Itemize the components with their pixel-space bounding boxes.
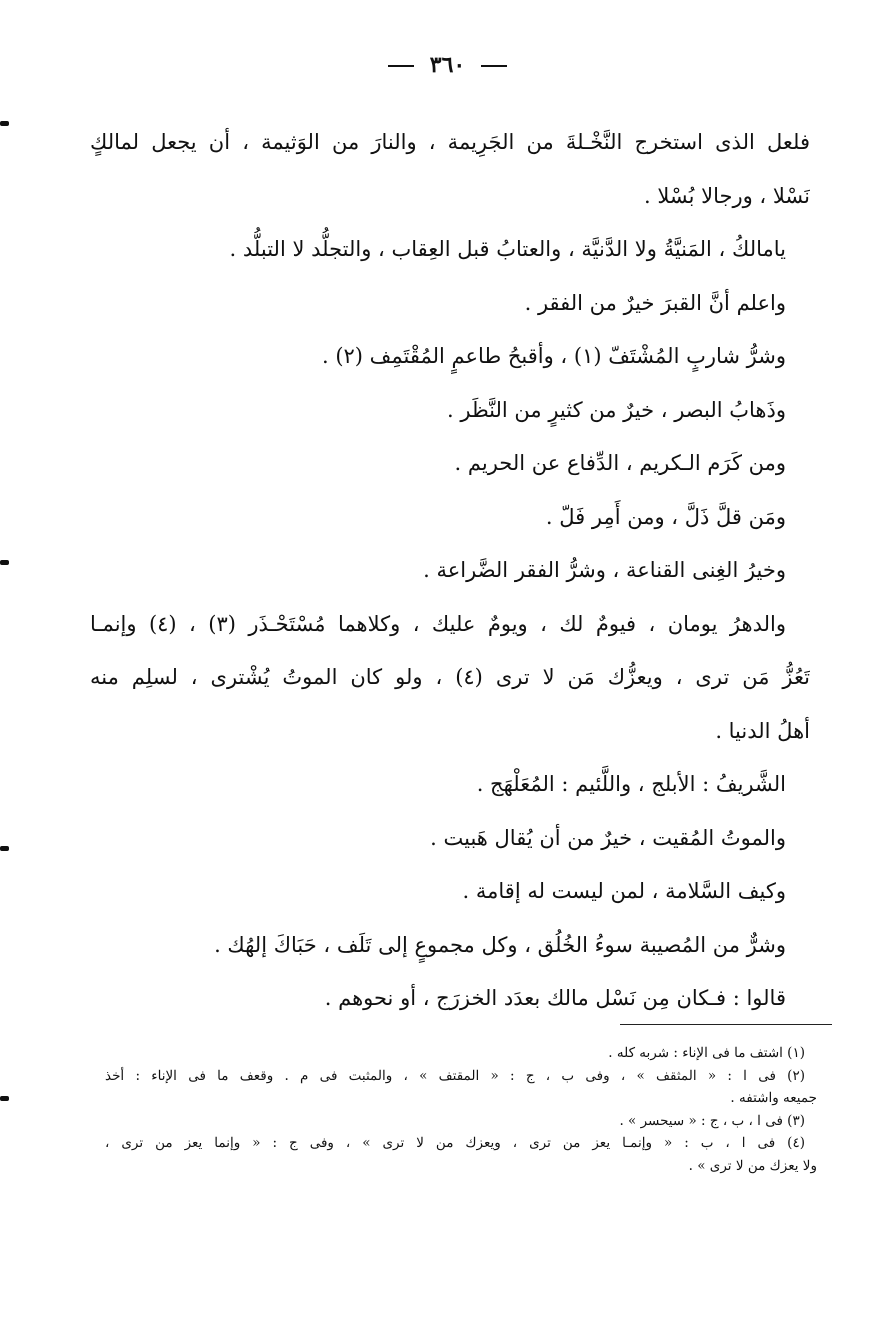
text-line: أهلُ الدنيا . [715, 718, 810, 743]
margin-mark [0, 560, 9, 565]
footnote-line: جميعه واشتفه . [730, 1090, 817, 1106]
footnote-line: (٤) فى ا ، ب : « وإنمـا يعز من ترى ، ويعزك من لا ترى » ، وفى ج : « وإنما يعز من ترى ، [105, 1135, 805, 1151]
text-line: وذَهابُ البصر ، خيرٌ من كثيرٍ من النَّظَر . [447, 397, 786, 422]
text-line: والموتُ المُقيت ، خيرٌ من أن يُقال هَبيت . [430, 825, 786, 850]
main-text [90, 116, 810, 1026]
page-number [0, 52, 895, 78]
footnote-line: ولا يعزك من لا ترى » . [688, 1157, 817, 1174]
text-line: وشرُّ شاربٍ المُشْتَفّ (١) ، وأقبحُ طاعمٍ المُقْتَمِف (٢) . [321, 344, 786, 368]
text-line: نَسْلا ، ورجالا بُسْلا . [643, 183, 810, 208]
footnotes [105, 1042, 817, 1177]
text-line: ومن كَرَم الـكريم ، الدِّفاع عن الحريم . [454, 451, 786, 475]
text-line: الشَّريفُ : الأبلج ، واللَّئيم : المُعَلْهَج . [476, 772, 786, 796]
footnote-line: (٢) فى ا : « المثقف » ، وفى ب ، ج : « المقتف » ، والمثبت فى م . وقعف ما فى الإناء : أخذ [105, 1067, 805, 1084]
page-number-dash-right [481, 65, 507, 67]
text-line: قالوا : فـكان مِن نَسْل مالك بعدَد الخزرَج ، أو نحوهم . [324, 986, 786, 1010]
text-line: وشرٌّ من المُصيبة سوءُ الخُلُق ، وكل مجموعٍ إلى تَلَف ، حَبَاكَ إلهُك . [214, 932, 786, 957]
page-number-text: ٣٦٠ [429, 52, 466, 78]
page-number-dash-left [388, 65, 414, 67]
margin-mark [0, 846, 9, 851]
footnote-line: (٣) فى ا ، ب ، ج : « سيحسر » . [619, 1112, 805, 1129]
text-line: تَعُزُّ مَن ترى ، ويعزُّك مَن لا ترى (٤) ، ولو كان الموتُ يُشْترى ، لسلِم منه [90, 665, 810, 689]
text-line: واعلم أنَّ القبرَ خيرٌ من الفقر . [524, 290, 786, 315]
margin-mark [0, 121, 9, 126]
text-line: وكيف السَّلامة ، لمن ليست له إقامة . [462, 879, 786, 903]
text-line: وخيرُ الغِنى القناعة ، وشرُّ الفقر الضَّراعة . [423, 558, 786, 582]
margin-mark [0, 1096, 9, 1101]
footnote-line: (١) اشتف ما فى الإناء : شربه كله . [608, 1045, 805, 1061]
text-line: والدهرُ يومان ، فيومٌ لك ، ويومٌ عليك ، وكلاهما مُسْتَحْـذَر (٣) ، (٤) وإنمـا [90, 611, 786, 636]
text-line: ومَن قلَّ ذَلَّ ، ومن أَمِر فَلّ . [545, 504, 786, 529]
footnote-separator [620, 1024, 832, 1025]
text-line: فلعل الذى استخرج النَّخْـلةَ من الجَرِيمة ، والنارَ من الوَثيمة ، أن يجعل لمالكٍ [90, 130, 810, 154]
text-line: يامالكُ ، المَنيَّةُ ولا الدَّنيَّة ، والعتابُ قبل العِقاب ، والتجلُّد لا التبلُّد . [229, 237, 786, 261]
